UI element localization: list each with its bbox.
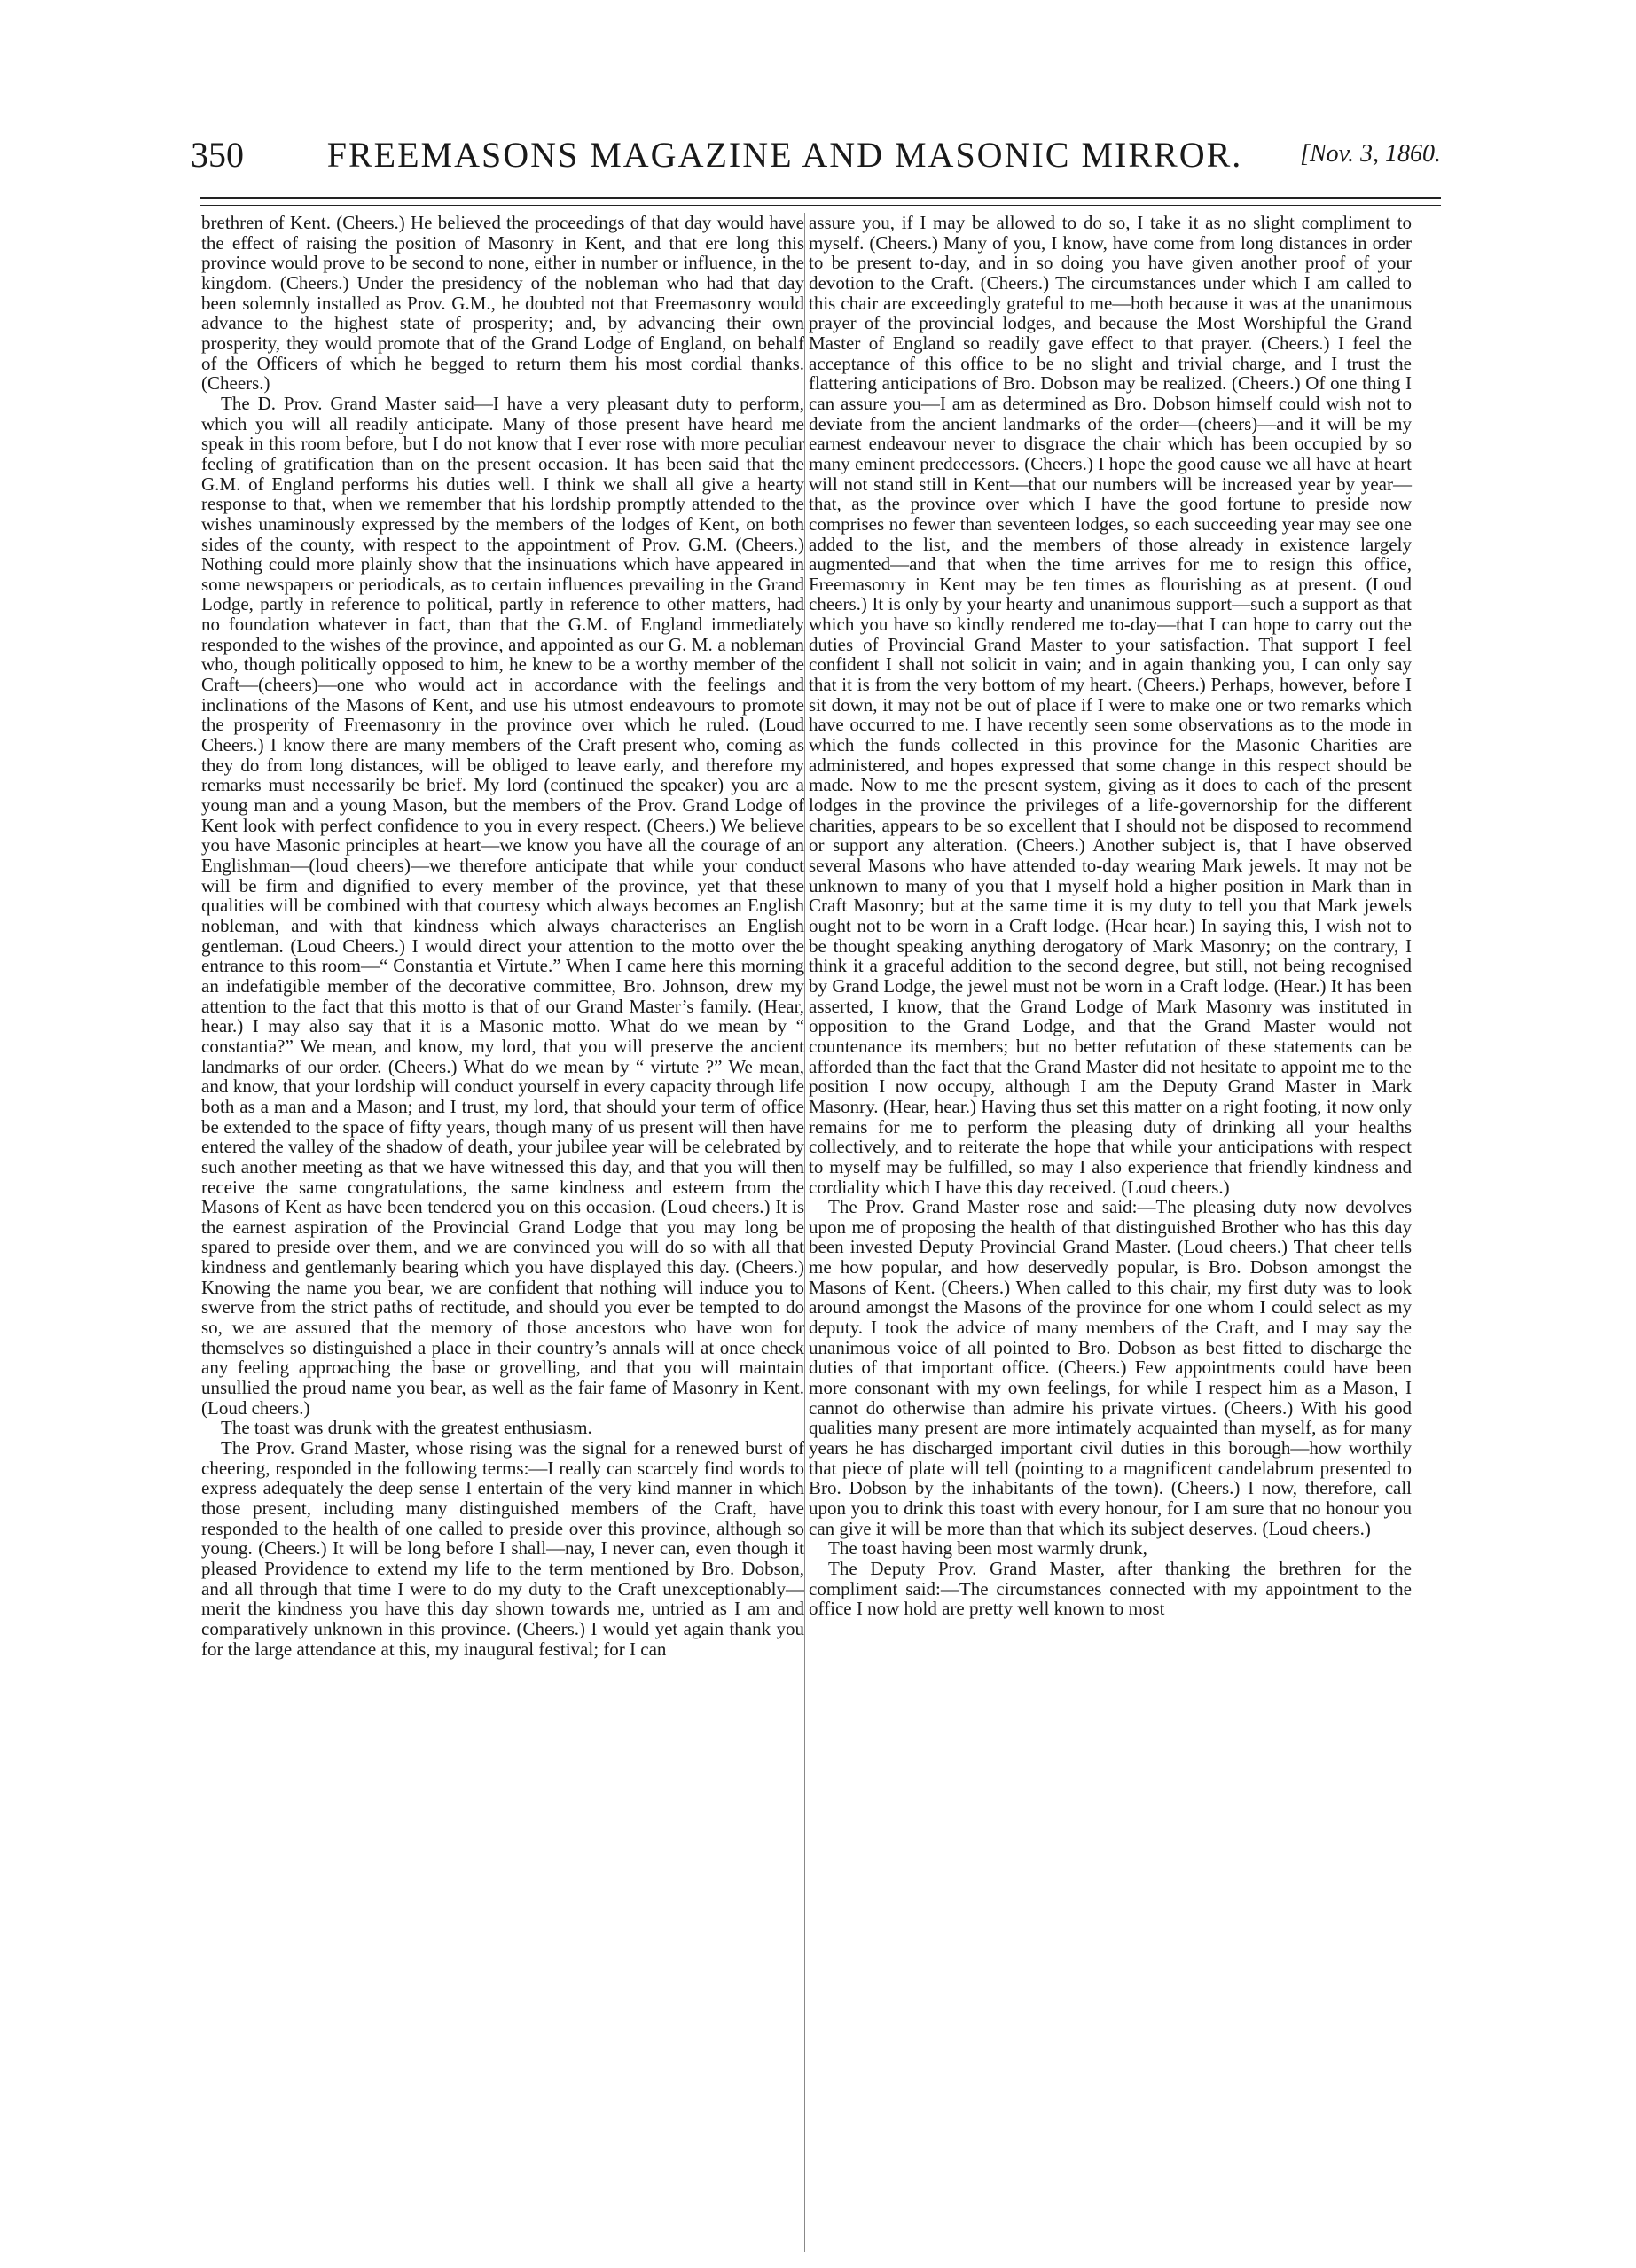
masthead — [191, 133, 1441, 186]
issue-date: [Nov. 3, 1860. — [1300, 140, 1441, 168]
paragraph: The toast having been most warmly drunk, — [828, 1537, 1147, 1560]
paragraph: brethren of Kent. (Cheers.) He believed the proceedings of that day would have the effect of raising the position of Masonry in Kent, and that ere long this province would prove to be second to none, either in number or influence, in the kingdom. (Cheers.) Under the presidency of the nobleman who had that day been solemnly installed as Prov. G.M., he doubted not that Freemasonry would advance to the highest state of prosperity; and, by advancing their own prosperity, they would promote that of the Grand Lodge of England, on behalf of the Officers of which he begged to return them his most cordial thanks. (Cheers.) — [201, 212, 804, 395]
paragraph: The Deputy Prov. Grand Master, after thanking the brethren for the compliment said:—The circumstances connected with my appointment to the office I now hold are pretty well known to most — [809, 1557, 1412, 1620]
column-divider — [804, 213, 805, 2252]
paragraph: The D. Prov. Grand Master said—I have a very pleasant duty to perform, which you will all readily anticipate. Many of those present have heard me speak in this room before, but I do not know that I ever rose with more peculiar feeling of gratification than on the present occasion. It has been said that the G.M. of England performs his duties well. I think we shall all give a hearty response to that, when we remember that his lordship promptly attended to the wishes unaminously expressed by the members of the lodges of Kent, on both sides of the county, with respect to the appointment of Prov. G.M. (Cheers.) Nothing could more plainly show that the insinuations which have appeared in some newspapers or periodicals, as to certain influences prevailing in the Grand Lodge, partly in reference to political, partly in reference to other matters, had no foundation whatever in fact, than that the G.M. of England immediately responded to the wishes of the province, and appointed as our G. M. a nobleman who, though politically opposed to him, he knew to be a worthy member of the Craft—(cheers)—one who would act in accordance with the feelings and inclinations of the Masons of Kent, and use his utmost endeavours to promote the prosperity of Freemasonry in the province over which he ruled. (Loud Cheers.) I know there are many members of the Craft present who, coming as they do from long distances, will be obliged to leave early, and therefore my remarks must necessarily be brief. My lord (continued the speaker) you are a young man and a young Mason, but the members of the Prov. Grand Lodge of Kent look with perfect confidence to you in every respect. (Cheers.) We believe you have Masonic principles at heart—we know you have all the courage of an Englishman—(loud cheers)—we therefore anticipate that while your conduct will be firm and dignified to every member of the province, yet that these qualities will be combined with that courtesy which always becomes an English nobleman, and with that kindness which always characterises an English gentleman. (Loud Cheers.) I would direct your attention to the motto over the entrance to this room—“ Constantia et Virtute.” When I came here this morning an indefatigible member of the decorative committee, Bro. Johnson, drew my attention to the fact that this motto is that of our Grand Master’s family. (Hear, hear.) I may also say that it is a Masonic motto. What do we mean by “ constantia?” We mean, and know, my lord, that you will preserve the ancient landmarks of our order. (Cheers.) What do we mean by “ virtute ?” We mean, and know, that your lordship will conduct yourself in every capacity through life both as a man and a Mason; and I trust, my lord, that should your term of office be extended to the space of fifty years, though many of us present will then have entered the valley of the shadow of death, your jubilee year will be celebrated by such another meeting as that we have witnessed this day, and that you will then receive the same congratulations, the same kindness and esteem from the Masons of Kent as have been tendered you on this occasion. (Loud cheers.) It is the earnest aspiration of the Provincial Grand Lodge that you may long be spared to preside over them, and we are convinced you will do so with all that kindness and gentlemanly bearing which you have displayed this day. (Cheers.) Knowing the name you bear, we are confident that nothing will induce you to swerve from the strict paths of rectitude, and should you ever be tempted to do so, we are assured that the memory of those ancestors who have won for themselves so distinguished a place in their country’s annals will at once check any feeling approaching the base or grovelling, and that you will maintain unsullied the proud name you bear, as well as the fair fame of Masonry in Kent. (Loud cheers.) — [201, 392, 804, 1419]
right-column — [809, 213, 1412, 1619]
paragraph: assure you, if I may be allowed to do so, I take it as no slight compliment to myself. (Cheers.) Many of you, I know, have come from long distances in order to be present to-day, and in so doing you have given another proof of your devotion to the Craft. (Cheers.) The circumstances under which I am called to this chair are exceedingly grateful to me—both because it was at the unanimous prayer of the provincial lodges, and because the Most Worshipful the Grand Master of England so readily gave effect to that prayer. (Cheers.) I feel the acceptance of this office to be no slight and trivial charge, and I trust the flattering anticipations of Bro. Dobson may be realized. (Cheers.) Of one thing I can assure you—I am as determined as Bro. Dobson himself could wish not to deviate from the ancient landmarks of the order—(cheers)—and it will be my earnest endeavour never to disgrace the chair which has been occupied by so many eminent predecessors. (Cheers.) I hope the good cause we all have at heart will not stand still in Kent—that our numbers will be increased year by year—that, as the province over which I have the good fortune to preside now comprises no fewer than seventeen lodges, so each succeeding year may see one added to the list, and the members of those already in existence largely augmented—and that when the time arrives for me to resign this office, Freemasonry in Kent may be ten times as flourishing as at present. (Loud cheers.) It is only by your hearty and unanimous support—such a support as that which you have so kindly rendered me to-day—that I can hope to carry out the duties of Provincial Grand Master to your satisfaction. That support I feel confident I shall not solicit in vain; and in again thanking you, I can only say that it is from the very bottom of my heart. (Cheers.) Perhaps, however, before I sit down, it may not be out of place if I were to make one or two remarks which have occurred to me. I have recently seen some observations as to the mode in which the funds collected in this province for the Masonic Charities are administered, and hopes expressed that some change in this respect should be made. Now to me the present system, giving as it does to each of the present lodges in the province the privileges of a life-governorship for the different charities, appears to be so excellent that I should not be disposed to recommend or support any alteration. (Cheers.) Another subject is, that I have observed several Masons who have attended to-day wearing Mark jewels. It may not be unknown to many of you that I myself hold a higher position in Mark than in Craft Masonry; but at the same time it is my duty to tell you that Mark jewels ought not to be worn in a Craft lodge. (Hear hear.) In saying this, I wish not to be thought speaking anything derogatory of Mark Masonry; on the contrary, I think it a graceful addition to the second degree, but still, not being recognised by Grand Lodge, the jewel must not be worn in a Craft lodge. (Hear.) It has been asserted, I know, that the Grand Lodge of Mark Masonry was instituted in opposition to the Grand Lodge, and that the Grand Master would not countenance its members; but no better refutation of these statements can be afforded than the fact that the Grand Master did not hesitate to appoint me to the position I now occupy, although I am the Deputy Grand Master in Mark Masonry. (Hear, hear.) Having thus set this matter on a right footing, it now only remains for me to perform the pleasing duty of drinking all your healths collectively, and to reiterate the hope that while your anticipations with respect to myself may be fulfilled, so may I also experience that friendly kindness and cordiality which I have this day received. (Loud cheers.) — [809, 212, 1412, 1198]
paragraph: The Prov. Grand Master rose and said:—The pleasing duty now devolves upon me of proposing the health of that distinguished Brother who has this day been invested Deputy Provincial Grand Master. (Loud cheers.) That cheer tells me how popular, and how deservedly popular, is Bro. Dobson amongst the Masons of Kent. (Cheers.) When called to this chair, my first duty was to look around amongst the Masons of the province for one whom I could select as my deputy. I took the advice of many members of the Craft, and I may say the unanimous voice of all pointed to Bro. Dobson as best fitted to discharge the duties of that important office. (Cheers.) Few appointments could have been more consonant with my own feelings, for while I respect him as a Mason, I cannot do otherwise than admire his private virtues. (Cheers.) With his good qualities many present are more intimately acquainted than myself, as for many years he has discharged important civil duties in this borough—how worthily that piece of plate will tell (pointing to a magnificent candelabrum presented to Bro. Dobson by the inhabitants of the town). (Cheers.) I now, therefore, call upon you to drink this toast with every honour, for I am sure that no honour you can give it will be more than that which its subject deserves. (Loud cheers.) — [809, 1196, 1412, 1539]
header-rule-thick — [200, 197, 1441, 199]
page-number: 350 — [191, 135, 244, 175]
journal-title: FREEMASONS MAGAZINE AND MASONIC MIRROR. — [326, 135, 1243, 175]
left-column — [201, 213, 804, 1659]
header-rule-thin — [200, 205, 1441, 206]
paragraph: The Prov. Grand Master, whose rising was the signal for a renewed burst of cheering, responded in the following terms:—I really can scarcely find words to express adequately the deep sense I entertain of the very kind manner in which those present, including many distinguished members of the Craft, have responded to the health of one called to preside over this province, although so young. (Cheers.) It will be long before I shall—nay, I never can, even though it pleased Providence to extend my life to the term mentioned by Bro. Dobson, and all through that time I were to do my duty to the Craft unexceptionably—merit the kindness you have this day shown towards me, untried as I am and comparatively unknown in this province. (Cheers.) I would yet again thank you for the large attendance at this, my inaugural festival; for I can — [201, 1437, 804, 1660]
paragraph: The toast was drunk with the greatest enthusiasm. — [221, 1417, 592, 1439]
